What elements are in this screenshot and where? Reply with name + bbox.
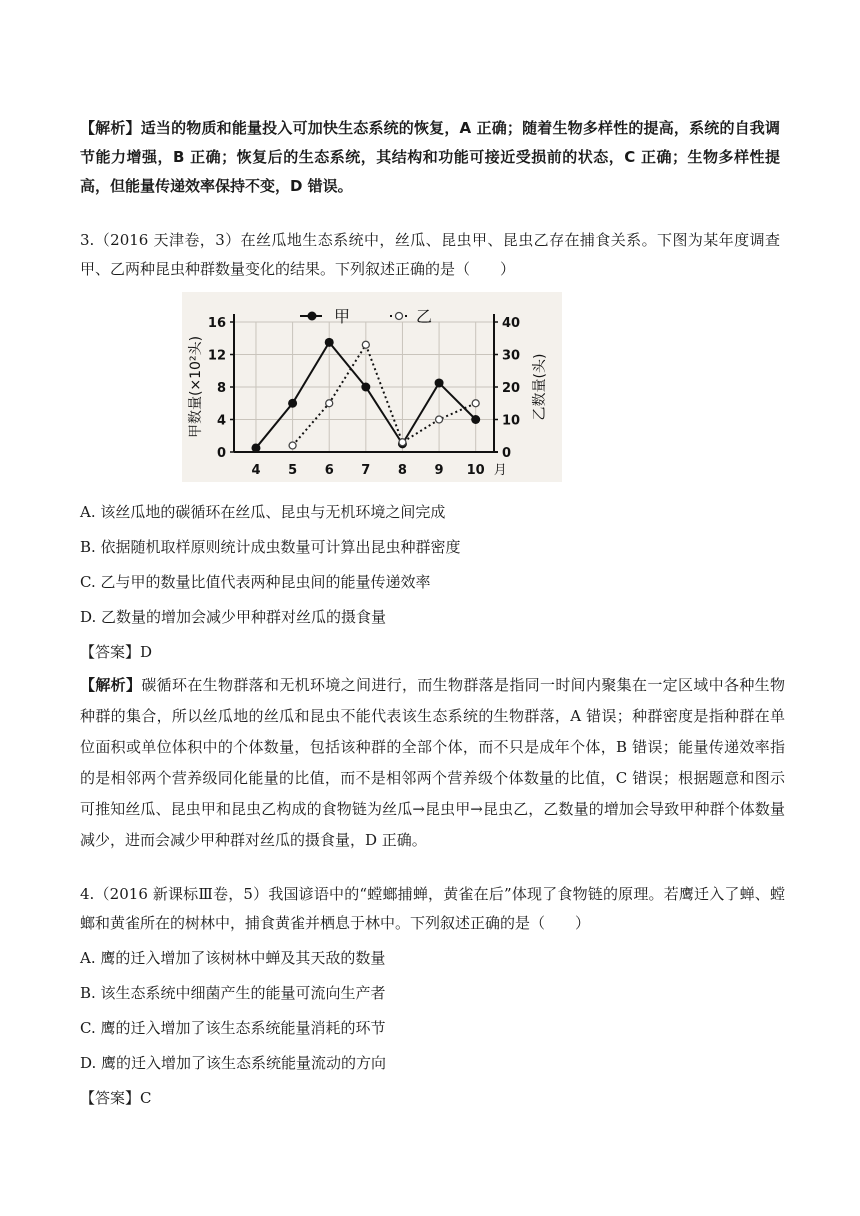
series-point-jia bbox=[435, 378, 444, 387]
legend-marker-yi bbox=[396, 313, 403, 320]
series-point-yi bbox=[436, 416, 443, 423]
q3-analysis bbox=[80, 670, 785, 856]
series-point-jia bbox=[251, 443, 260, 452]
y-right-tick-label: 40 bbox=[502, 316, 521, 331]
series-line-yi bbox=[293, 345, 476, 446]
question-3-stem: 3.（2016 天津卷，3）在丝瓜地生态系统中，丝瓜、昆虫甲、昆虫乙存在捕食关系。下图为某年度调查甲、乙两种昆虫种群数量变化的结果。下列叙述正确的是（ ） bbox=[80, 231, 780, 278]
legend-label-jia: 甲 bbox=[334, 307, 351, 326]
x-tick-label: 5 bbox=[288, 463, 298, 478]
legend-label-yi: 乙 bbox=[416, 307, 433, 326]
y-left-tick-label: 16 bbox=[207, 316, 226, 331]
q3-option-b: B. 依据随机取样原则统计成虫数量可计算出昆虫种群密度 bbox=[80, 538, 461, 556]
q3-answer: 【答案】D bbox=[80, 643, 153, 661]
y-left-tick-label: 8 bbox=[216, 381, 226, 396]
analysis-tag: 【解析】 bbox=[80, 119, 141, 137]
series-point-yi bbox=[472, 400, 479, 407]
series-point-yi bbox=[362, 341, 369, 348]
q4-option-a: A. 鹰的迁入增加了该树林中蝉及其天敌的数量 bbox=[80, 949, 386, 967]
y-left-tick-label: 4 bbox=[216, 413, 226, 429]
series-point-jia bbox=[325, 338, 334, 347]
series-point-yi bbox=[326, 400, 333, 407]
y-right-tick-label: 0 bbox=[502, 446, 512, 461]
series-point-jia bbox=[361, 383, 370, 392]
series-point-jia bbox=[471, 415, 480, 424]
chart-svg bbox=[182, 292, 562, 482]
population-chart bbox=[182, 292, 562, 482]
y-right-tick-label: 20 bbox=[502, 381, 521, 396]
x-tick-label: 10 bbox=[466, 463, 485, 478]
y-right-tick-label: 10 bbox=[502, 413, 521, 429]
y-left-tick-label: 0 bbox=[216, 446, 226, 461]
series-point-yi bbox=[289, 442, 296, 449]
x-tick-label: 9 bbox=[434, 463, 444, 478]
x-axis-label: 月 bbox=[493, 463, 507, 478]
q4-option-c: C. 鹰的迁入增加了该生态系统能量消耗的环节 bbox=[80, 1019, 386, 1037]
y-right-axis-label: 乙数量(头) bbox=[532, 353, 548, 421]
series-point-yi bbox=[399, 439, 406, 446]
q3-analysis-tag: 【解析】 bbox=[80, 676, 142, 694]
analysis-text: 适当的物质和能量投入可加快生态系统的恢复，A 正确；随着生物多样性的提高，系统的自我调节能力增强，B 正确；恢复后的生态系统，其结构和功能可接近受损前的状态，C 正确；生物多样性提高，但能量传递效率保持不变，D 错误。 bbox=[80, 119, 780, 195]
series-point-jia bbox=[288, 399, 297, 408]
x-tick-label: 8 bbox=[397, 463, 407, 478]
x-tick-label: 6 bbox=[324, 463, 334, 478]
analysis-paragraph-1 bbox=[80, 114, 780, 201]
q3-analysis-text: 碳循环在生物群落和无机环境之间进行，而生物群落是指同一时间内聚集在一定区域中各种生物种群的集合，所以丝瓜地的丝瓜和昆虫不能代表该生态系统的生物群落，A 错误；种群密度是指种群在单位面积或单位体积中的个体数量，包括该种群的全部个体，而不只是成年个体，B 错误；能量传递效率指的是相邻两个营养级同化能量的比值，而不是相邻两个营养级个体数量的比值，C 错误；根据题意和图示可推知丝瓜、昆虫甲和昆虫乙构成的食物链为丝瓜→昆虫甲→昆虫乙，乙数量的增加会导致甲种群个体数量减少，进而会减少甲种群对丝瓜的摄食量，D 正确。 bbox=[80, 676, 785, 849]
x-tick-label: 7 bbox=[361, 463, 371, 478]
q4-answer: 【答案】C bbox=[80, 1089, 152, 1107]
y-left-tick-label: 12 bbox=[207, 348, 226, 364]
q3-option-a: A. 该丝瓜地的碳循环在丝瓜、昆虫与无机环境之间完成 bbox=[80, 503, 446, 521]
question-4-stem: 4.（2016 新课标Ⅲ卷，5）我国谚语中的“螳螂捕蝉，黄雀在后”体现了食物链的原理。若鹰迁入了蝉、螳螂和黄雀所在的树林中，捕食黄雀并栖息于林中。下列叙述正确的是（ ） bbox=[80, 885, 785, 932]
y-left-axis-label: 甲数量(×10²头) bbox=[188, 335, 204, 439]
x-tick-label: 4 bbox=[251, 463, 261, 478]
q4-option-b: B. 该生态系统中细菌产生的能量可流向生产者 bbox=[80, 984, 386, 1002]
q3-option-d: D. 乙数量的增加会减少甲种群对丝瓜的摄食量 bbox=[80, 608, 387, 626]
y-right-tick-label: 30 bbox=[502, 348, 521, 364]
q4-option-d: D. 鹰的迁入增加了该生态系统能量流动的方向 bbox=[80, 1054, 387, 1072]
legend-marker-jia bbox=[308, 312, 317, 321]
q3-option-c: C. 乙与甲的数量比值代表两种昆虫间的能量传递效率 bbox=[80, 573, 431, 591]
